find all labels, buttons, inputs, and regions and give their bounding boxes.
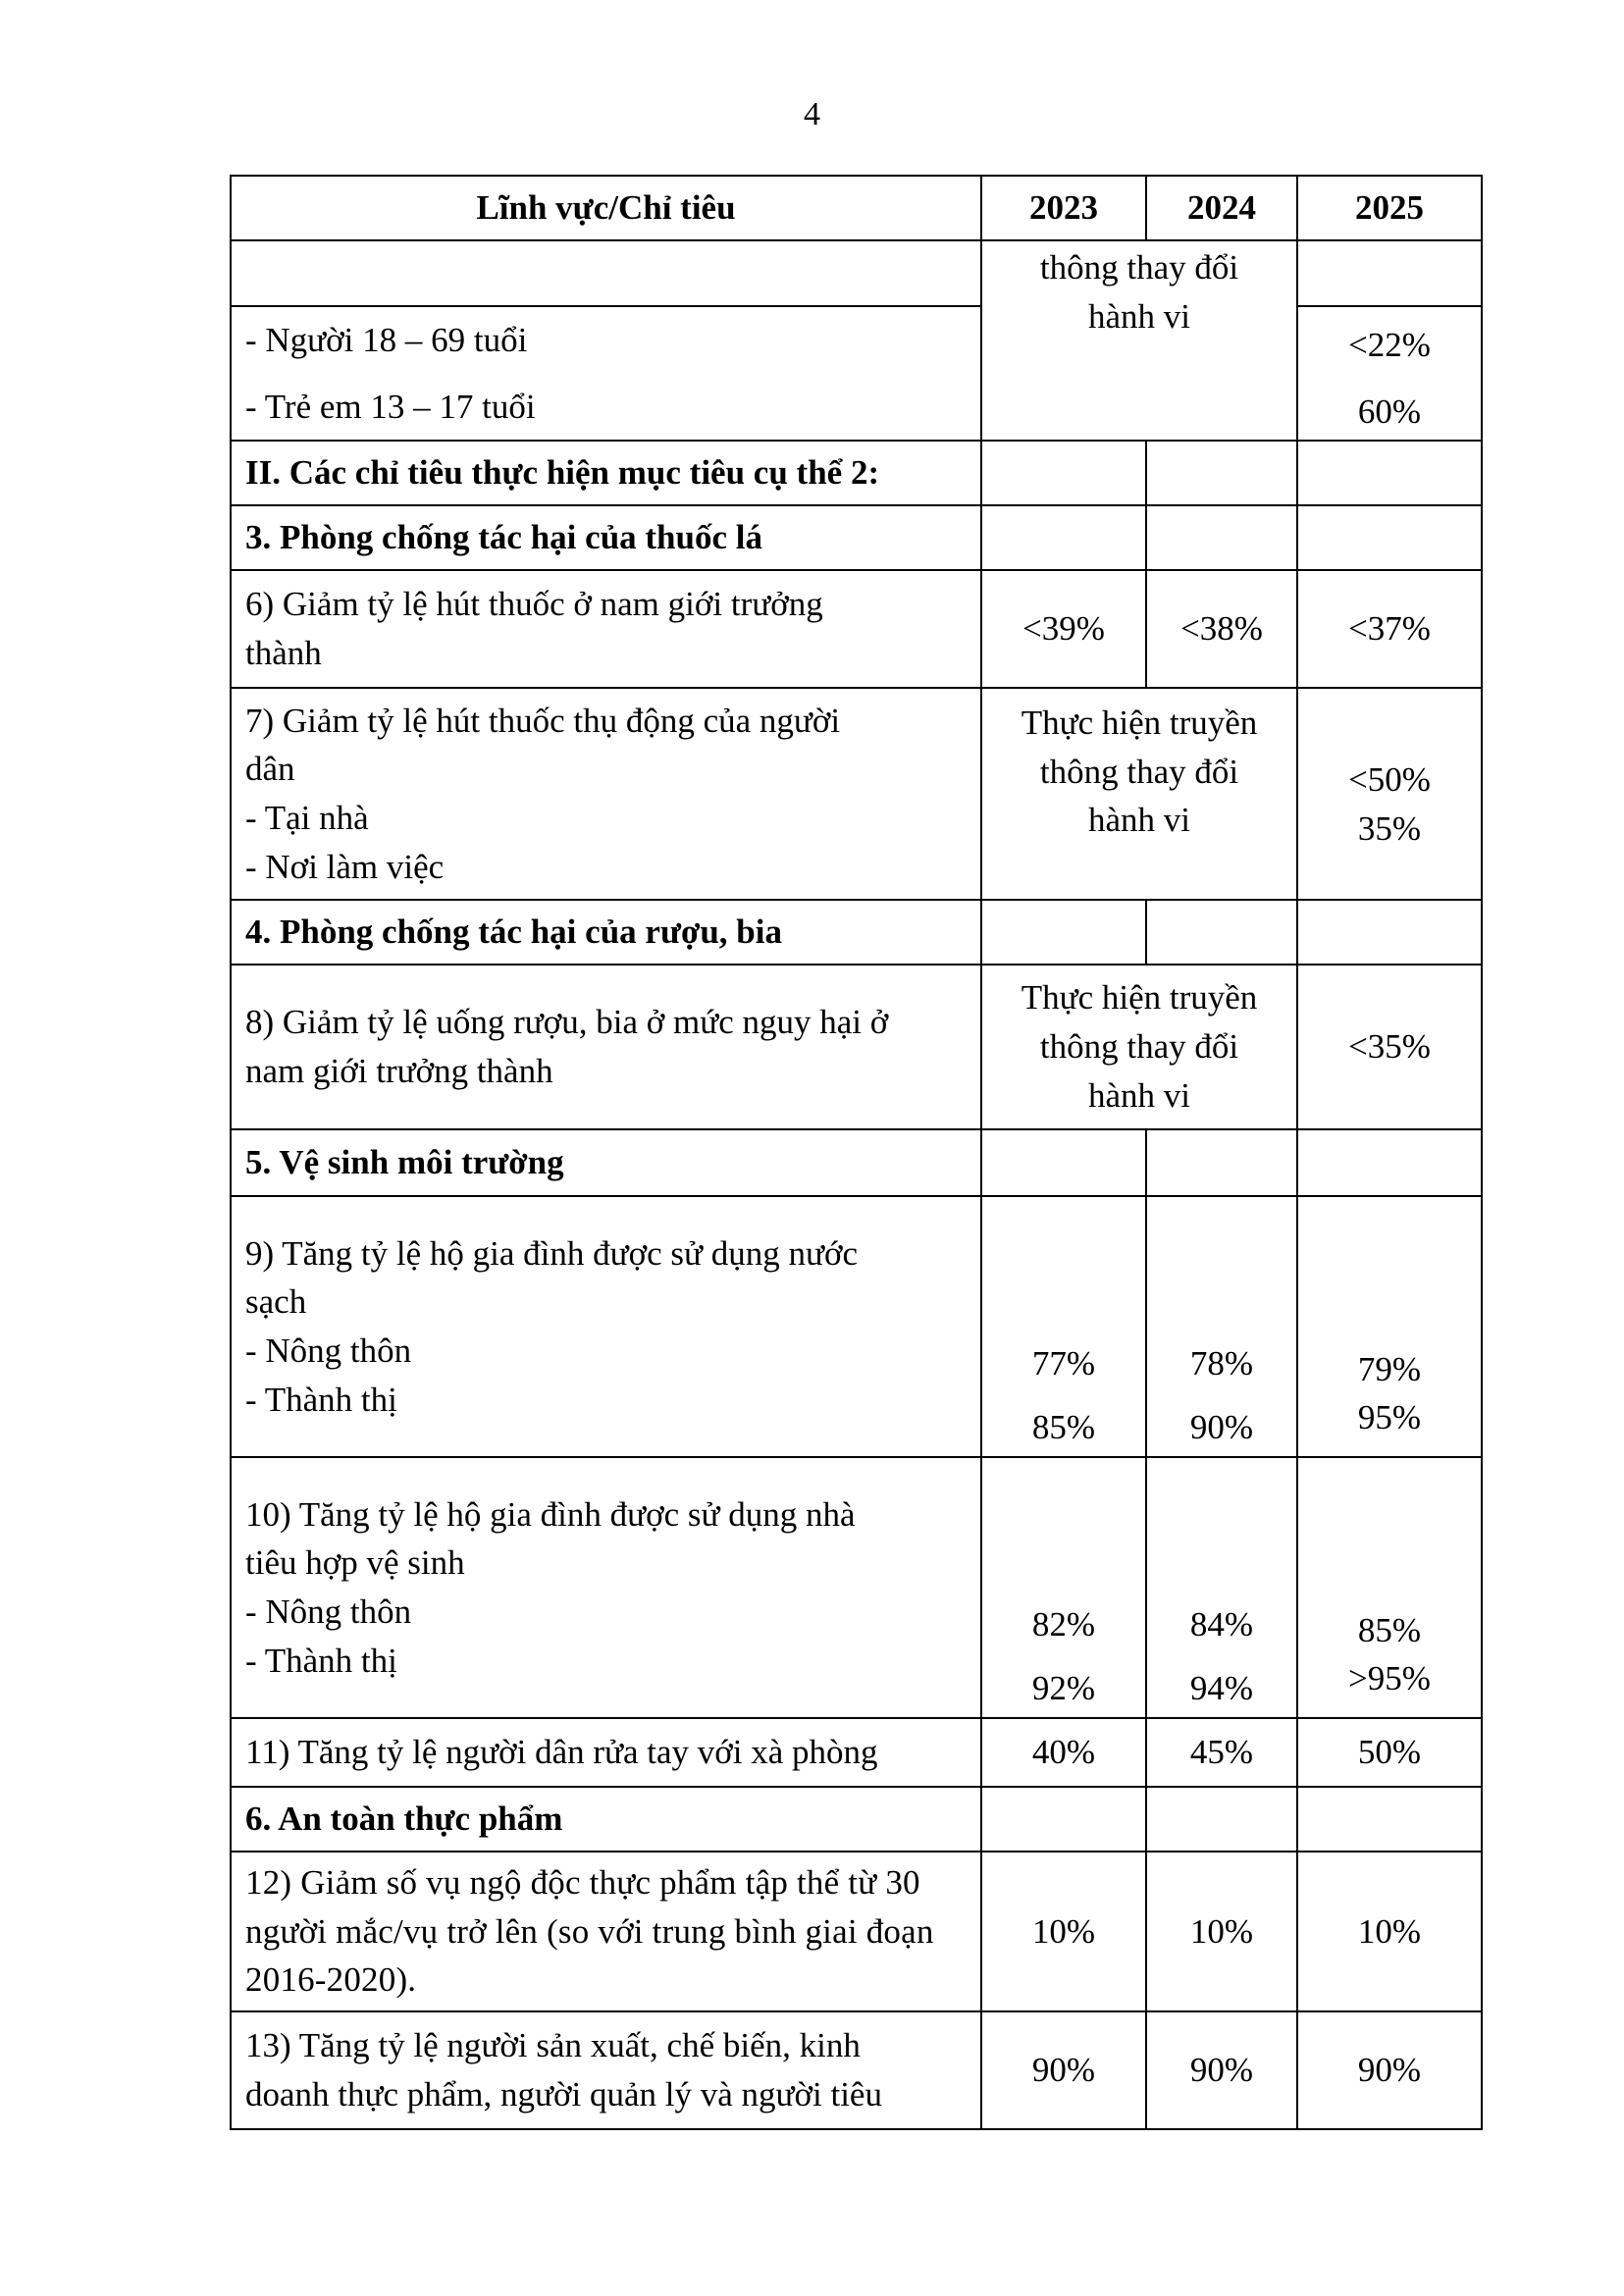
- label-line: sạch: [245, 1282, 307, 1322]
- child-group: - Trẻ em 13 – 17 tuổi: [245, 387, 536, 426]
- merged-line: thông thay đổi: [1039, 752, 1239, 791]
- adult-group: - Người 18 – 69 tuổi: [245, 320, 528, 359]
- table-row: [231, 1852, 1482, 2011]
- indicator-label: 11) Tăng tỷ lệ người dân rửa tay với xà phòng: [231, 1718, 981, 1787]
- label-line: nam giới trưởng thành: [245, 1052, 553, 1090]
- label-line: - Tại nhà: [245, 799, 369, 837]
- empty-cell: [1146, 441, 1297, 505]
- empty-cell: [1146, 505, 1297, 570]
- indicator-label: [231, 965, 981, 1129]
- indicator-label: [231, 1852, 981, 2011]
- label-line: 7) Giảm tỷ lệ hút thuốc thụ động của người: [245, 701, 841, 740]
- value-2023: 40%: [981, 1718, 1146, 1787]
- empty-cell: [231, 240, 981, 306]
- empty-cell: [1146, 1787, 1297, 1852]
- value-line: 84%: [1189, 1604, 1254, 1644]
- label-line: thành: [245, 634, 322, 672]
- merged-behavior-cell: [981, 688, 1297, 900]
- value-2025: 90%: [1297, 2011, 1482, 2129]
- label-line: dân: [245, 750, 295, 789]
- merged-line: hành vi: [1087, 801, 1190, 840]
- age-group-2025: [1297, 306, 1482, 441]
- value-line: 90%: [1189, 1408, 1254, 1447]
- label-line: doanh thực phẩm, người quản lý và người tiêu: [245, 2075, 882, 2114]
- header-2023: 2023: [981, 176, 1146, 240]
- empty-cell: [981, 900, 1146, 965]
- label-line: 9) Tăng tỷ lệ hộ gia đình được sử dụng nước: [245, 1233, 859, 1273]
- table-row: [231, 1457, 1482, 1718]
- value-2024: 45%: [1146, 1718, 1297, 1787]
- label-line: 12) Giảm số vụ ngộ độc thực phẩm tập thể từ 30: [245, 1863, 920, 1902]
- value-2025: <37%: [1297, 570, 1482, 688]
- section-row: [231, 441, 1482, 505]
- value-2023: 10%: [981, 1852, 1146, 2011]
- label-line: 2016-2020).: [245, 1960, 417, 2000]
- value-line: 79%: [1357, 1349, 1422, 1388]
- section-row: [231, 1129, 1482, 1196]
- empty-cell: [1297, 505, 1482, 570]
- value-line: >95%: [1348, 1659, 1431, 1698]
- merged-line: Thực hiện truyền: [1021, 704, 1258, 742]
- empty-cell: [1297, 1129, 1482, 1196]
- label-line: - Nơi làm việc: [245, 847, 445, 886]
- label-line: 10) Tăng tỷ lệ hộ gia đình được sử dụng nhà: [245, 1494, 856, 1534]
- value-2023: <39%: [981, 570, 1146, 688]
- header-2024: 2024: [1146, 176, 1297, 240]
- value-line: 85%: [1357, 1610, 1422, 1649]
- table-row: [231, 1718, 1482, 1787]
- empty-cell: [1146, 1129, 1297, 1196]
- indicator-label: [231, 1457, 981, 1718]
- value-2025: 10%: [1297, 1852, 1482, 2011]
- merged-line-2: hành vi: [1087, 296, 1190, 336]
- table-row: [231, 965, 1482, 1129]
- section-heading: 5. Vệ sinh môi trường: [231, 1129, 981, 1196]
- merged-line-1: thông thay đổi: [1039, 248, 1239, 287]
- value-line: 82%: [1031, 1604, 1096, 1644]
- merged-line: hành vi: [1087, 1075, 1190, 1115]
- empty-cell: [1297, 240, 1482, 306]
- value-2025: [1297, 688, 1482, 900]
- indicator-label: [231, 570, 981, 688]
- header-row: [231, 176, 1482, 240]
- label-line: 8) Giảm tỷ lệ uống rượu, bia ở mức nguy hại ở: [245, 1003, 889, 1042]
- value-line: 94%: [1189, 1669, 1254, 1708]
- section-heading: 6. An toàn thực phẩm: [231, 1787, 981, 1852]
- label-line: - Thành thị: [245, 1641, 397, 1680]
- value-2025: [1297, 1196, 1482, 1457]
- indicator-table: [230, 175, 1483, 2130]
- table-row: [231, 570, 1482, 688]
- value-line: 77%: [1031, 1343, 1096, 1383]
- merged-line: Thực hiện truyền: [1021, 978, 1258, 1018]
- empty-cell: [1297, 1787, 1482, 1852]
- empty-cell: [981, 1787, 1146, 1852]
- empty-cell: [981, 505, 1146, 570]
- section-row: [231, 1787, 1482, 1852]
- value-2024: [1146, 1196, 1297, 1457]
- label-line: 6) Giảm tỷ lệ hút thuốc ở nam giới trưởng: [245, 585, 823, 624]
- value-line: 35%: [1357, 809, 1422, 848]
- value-line: 92%: [1031, 1669, 1096, 1708]
- value-2024: 90%: [1146, 2011, 1297, 2129]
- indicator-label: [231, 688, 981, 900]
- merged-continuation-cell: [981, 240, 1297, 441]
- continued-row-empty: [231, 240, 1482, 306]
- child-2025: 60%: [1357, 391, 1422, 431]
- label-line: - Nông thôn: [245, 1331, 412, 1370]
- indicator-label: [231, 1196, 981, 1457]
- value-line: 95%: [1357, 1398, 1422, 1437]
- label-line: - Thành thị: [245, 1380, 397, 1419]
- page-number: 4: [804, 96, 820, 132]
- label-line: 13) Tăng tỷ lệ người sản xuất, chế biến, kinh: [245, 2026, 861, 2065]
- value-2023: [981, 1457, 1146, 1718]
- value-2025: 50%: [1297, 1718, 1482, 1787]
- indicator-label: [231, 2011, 981, 2129]
- label-line: - Nông thôn: [245, 1592, 412, 1631]
- section-heading: II. Các chỉ tiêu thực hiện mục tiêu cụ thể 2:: [231, 441, 981, 505]
- section-row: [231, 505, 1482, 570]
- table-row: [231, 688, 1482, 900]
- value-line: <50%: [1348, 760, 1431, 800]
- label-line: tiêu hợp vệ sinh: [245, 1543, 465, 1583]
- merged-behavior-cell: [981, 965, 1297, 1129]
- value-2023: 90%: [981, 2011, 1146, 2129]
- value-2025: [1297, 1457, 1482, 1718]
- value-2024: [1146, 1457, 1297, 1718]
- table-row: [231, 1196, 1482, 1457]
- section-heading: 3. Phòng chống tác hại của thuốc lá: [231, 505, 981, 570]
- merged-line: thông thay đổi: [1039, 1027, 1239, 1067]
- section-row: [231, 900, 1482, 965]
- section-heading: 4. Phòng chống tác hại của rượu, bia: [231, 900, 981, 965]
- header-field: Lĩnh vực/Chỉ tiêu: [231, 176, 981, 240]
- value-2024: <38%: [1146, 570, 1297, 688]
- value-2025: <35%: [1297, 965, 1482, 1129]
- header-2025: 2025: [1297, 176, 1482, 240]
- empty-cell: [1297, 441, 1482, 505]
- table-row: [231, 2011, 1482, 2129]
- empty-cell: [1297, 900, 1482, 965]
- value-line: 78%: [1189, 1343, 1254, 1383]
- label-line: người mắc/vụ trở lên (so với trung bình giai đoạn: [245, 1911, 934, 1951]
- adult-2025: <22%: [1348, 325, 1431, 364]
- empty-cell: [981, 1129, 1146, 1196]
- value-line: 85%: [1031, 1408, 1096, 1447]
- age-group-label: [231, 306, 981, 441]
- empty-cell: [1146, 900, 1297, 965]
- value-2023: [981, 1196, 1146, 1457]
- empty-cell: [981, 441, 1146, 505]
- value-2024: 10%: [1146, 1852, 1297, 2011]
